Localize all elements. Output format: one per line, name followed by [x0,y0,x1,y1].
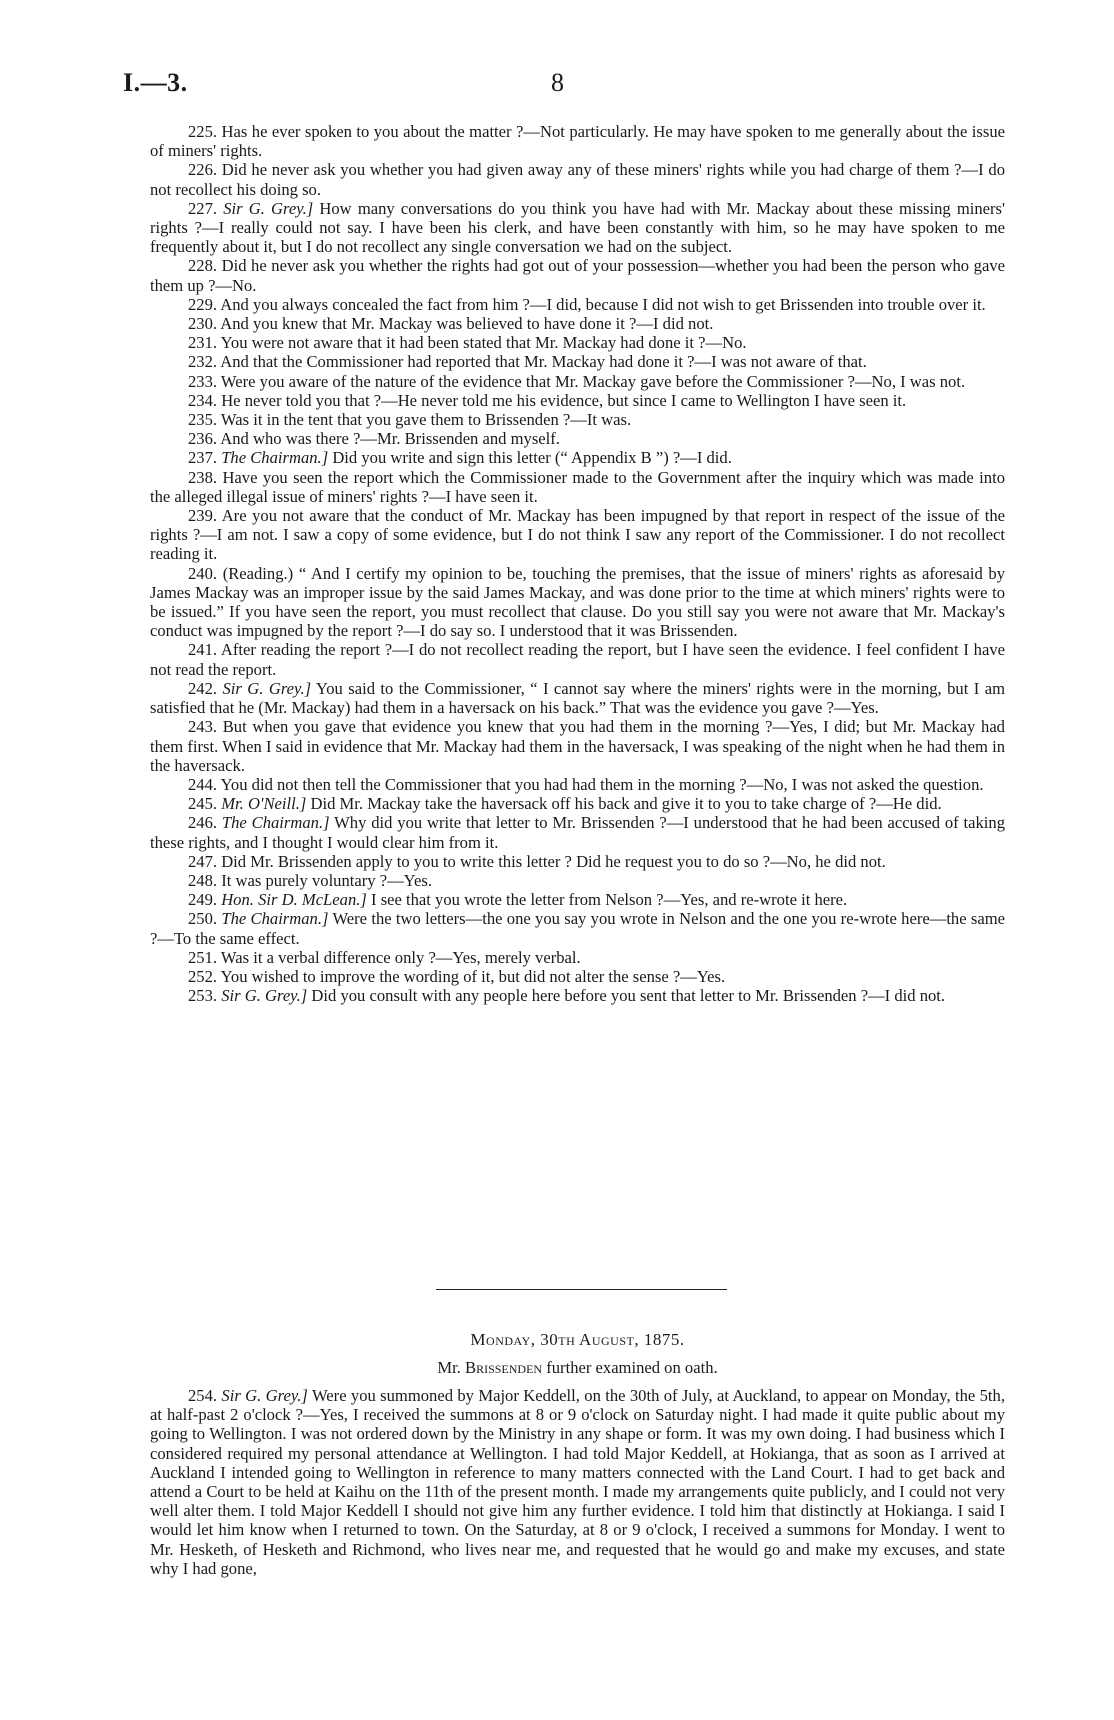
question-paragraph [150,909,1005,947]
question-number: 226. [188,160,218,180]
question-number: 244. [188,774,218,794]
question-paragraph [150,890,1005,909]
question-text: (Reading.) “ And I certify my opinion to be, touching the premises, that the issue of miners' rights as aforesaid by James Mackay was an improper issue by the said James Mackay, and was done prior to the time at which miners' rights were to be issued.” If you have seen the report, you must recollect that clause. Do you still say you were not aware that Mr. Mackay's conduct was impugned by the report ?—I do say so. I understood that it was Brissenden. [150,563,1006,641]
question-text: Did you write and sign this letter (“ Appendix B ”) ?—I did. [332,448,732,468]
question-text: And who was there ?—Mr. Brissenden and myself. [220,429,560,449]
question-number: 239. [188,506,218,526]
question-number: 246. [188,813,218,833]
question-text: And that the Commissioner had reported that Mr. Mackay had done it ?—I was not aware of that. [220,352,867,372]
question-paragraph [150,410,1005,429]
question-number: 254. [188,1386,218,1405]
witness-heading [150,1358,1005,1378]
question-number: 252. [188,966,218,986]
speaker-name: The Chairman.] [221,448,329,468]
question-paragraph [150,372,1005,391]
question-paragraph [150,813,1005,851]
question-text: Did he never ask you whether you had given away any of these miners' rights while you had charge of them ?—I do not recollect his doing so. [150,160,1005,199]
question-text: Were you aware of the nature of the evidence that Mr. Mackay gave before the Commissioner ?—No, I was not. [220,371,966,391]
question-paragraph [150,506,1005,564]
question-number: 237. [188,448,218,468]
question-number: 243. [188,717,218,737]
question-text: Did you consult with any people here before you sent that letter to Mr. Brissenden ?—I did not. [311,986,946,1006]
speaker-name: Sir G. Grey.] [223,198,314,218]
question-text: He never told you that ?—He never told me his evidence, but since I came to Wellington I have seen it. [221,390,907,410]
question-text: You wished to improve the wording of it, but did not alter the sense ?—Yes. [220,966,726,986]
question-text: Why did you write that letter to Mr. Brissenden ?—I understood that he had been accused of taking these rights, and I thought I would clear him from it. [150,813,1005,852]
witness-suffix: further examined on oath. [546,1358,718,1377]
speaker-name: Sir G. Grey.] [221,1386,308,1405]
question-text: Have you seen the report which the Commissioner made to the Government after the inquiry which was made into the alleged illegal issue of miners' rights ?—I have seen it. [150,467,1005,506]
question-number: 230. [188,314,218,334]
question-number: 235. [188,410,218,430]
question-paragraph [150,199,1005,257]
session-date-heading: Monday, 30th August, 1875. [470,1330,685,1349]
question-text: I see that you wrote the letter from Nelson ?—Yes, and re-wrote it here. [371,890,848,910]
question-text: You said to the Commissioner, “ I cannot say where the miners' rights were in the morning, but I am satisfied that he (Mr. Mackay) had them in a haversack on his back.” That was the evidence you gave ?—Yes. [150,678,1005,718]
question-paragraph [150,986,1005,1005]
speaker-name: The Chairman.] [221,909,329,929]
question-text: It was purely voluntary ?—Yes. [221,870,432,890]
question-paragraph [150,468,1005,506]
question-text: Did Mr. Brissenden apply to you to write this letter ? Did he request you to do so ?—No, he did not. [221,851,886,871]
question-number: 233. [188,371,218,391]
question-text: Were the two letters—the one you say you wrote in Nelson and the one you re-wrote here—the same ?—To the same effect. [150,909,1005,948]
question-number: 242. [188,678,218,698]
question-paragraph [150,717,1005,775]
page-number: 8 [551,68,564,97]
question-number: 225. [188,122,218,141]
question-number: 253. [188,986,218,1006]
question-paragraph [150,391,1005,410]
question-number: 248. [188,870,218,890]
question-text: Are you not aware that the conduct of Mr. Mackay has been impugned by that report in respect of the issue of the rights ?—I am not. I saw a copy of some evidence, but I do not think I saw any report of the Commissioner. I do not recollect reading it. [150,506,1005,564]
witness-name: Brissenden [465,1358,543,1377]
question-paragraph [150,564,1005,641]
witness-prefix: Mr. [437,1358,461,1377]
question-text: Was it a verbal difference only ?—Yes, merely verbal. [220,947,581,967]
question-paragraph [150,122,1005,160]
question-paragraph [150,852,1005,871]
question-paragraph [150,948,1005,967]
document-reference: I.—3. [123,68,188,97]
question-paragraph [150,871,1005,890]
question-paragraph [150,679,1005,717]
question-number: 249. [188,890,218,910]
question-paragraph [150,967,1005,986]
question-number: 241. [188,640,218,660]
question-number: 240. [188,563,218,583]
question-number: 231. [188,333,218,353]
question-paragraph [150,333,1005,352]
question-text: Were you summoned by Major Keddell, on the 30th of July, at Auckland, to appear on Monday, the 5th, at half-past 2 o'clock ?—Yes, I received the summons at 8 or 9 o'clock on Saturday night. I had made it quite public about my going to Wellington. I was not ordered down by the Ministry in any shape or form. It was my own doing. I had business which I considered required my personal attendance at Wellington. I had told Major Keddell, at Hokianga, that as soon as I arrived at Auckland I intended going to Wellington in reference to many matters connected with the Land Court. I had to get back and attend a Court to be held at Kaihu on the 11th of the present month. I made my arrangements quite publicly, and I could not very well alter them. I told Major Keddell I should not give him any further evidence. I told him that distinctly at Hokianga. I said I would let him know when I returned to town. On the Saturday, at 8 or 9 o'clock, I received a summons for Monday. I went to Mr. Hesketh, of Hesketh and Richmond, who lives near me, and requested that he would go and make my excuses, and state why I had gone, [150,1386,1005,1578]
question-number: 234. [188,390,218,410]
question-paragraph [150,352,1005,371]
evidence-block-continued [150,1386,1005,1578]
question-text: And you always concealed the fact from him ?—I did, because I did not wish to get Brissenden into trouble over it. [220,294,986,314]
question-text: You were not aware that it had been stated that Mr. Mackay had done it ?—No. [220,333,747,353]
question-paragraph [150,314,1005,333]
question-paragraph [150,295,1005,314]
question-paragraph [150,256,1005,294]
question-text: Has he ever spoken to you about the matter ?—Not particularly. He may have spoken to me generally about the issue of miners' rights. [150,122,1005,161]
question-paragraph [150,775,1005,794]
question-text: Was it in the tent that you gave them to Brissenden ?—It was. [220,410,632,430]
question-text: You did not then tell the Commissioner that you had had them in the morning ?—No, I was not asked the question. [220,774,984,794]
question-text: Did Mr. Mackay take the haversack off his back and give it to you to take charge of ?—He did. [310,794,942,814]
question-number: 238. [188,467,218,487]
question-text: After reading the report ?—I do not recollect reading the report, but I have seen the evidence. I feel confident I have not read the report. [150,640,1005,679]
question-number: 245. [188,794,218,814]
speaker-name: The Chairman.] [221,813,330,833]
question-number: 232. [188,352,218,372]
question-number: 228. [188,256,218,276]
question-number: 247. [188,851,218,871]
evidence-block [150,122,1005,1005]
speaker-name: Mr. O'Neill.] [221,794,307,814]
question-number: 251. [188,947,218,967]
question-paragraph [150,1386,1005,1578]
question-text: But when you gave that evidence you knew that you had them in the morning ?—Yes, I did; but Mr. Mackay had them first. When I said in evidence that Mr. Mackay had them in the haversack, I was speaking of the night when he had them in the haversack. [150,717,1005,775]
question-paragraph [150,429,1005,448]
question-number: 229. [188,294,218,314]
question-paragraph [150,640,1005,678]
speaker-name: Hon. Sir D. McLean.] [221,890,367,910]
question-number: 227. [188,198,218,218]
speaker-name: Sir G. Grey.] [221,986,308,1006]
question-paragraph [150,448,1005,467]
question-number: 250. [188,909,218,929]
section-divider [436,1289,727,1290]
speaker-name: Sir G. Grey.] [222,678,312,698]
question-text: Did he never ask you whether the rights had got out of your possession—whether you had been the person who gave them up ?—No. [150,256,1005,295]
question-text: How many conversations do you think you have had with Mr. Mackay about these missing miners' rights ?—I really could not say. I have been his clerk, and have been constantly with him, so he may have spoken to me frequently about it, but I do not recollect any single conversation we had on the subject. [150,198,1005,257]
question-paragraph [150,794,1005,813]
question-text: And you knew that Mr. Mackay was believed to have done it ?—I did not. [220,314,714,334]
question-number: 236. [188,429,218,449]
question-paragraph [150,160,1005,198]
